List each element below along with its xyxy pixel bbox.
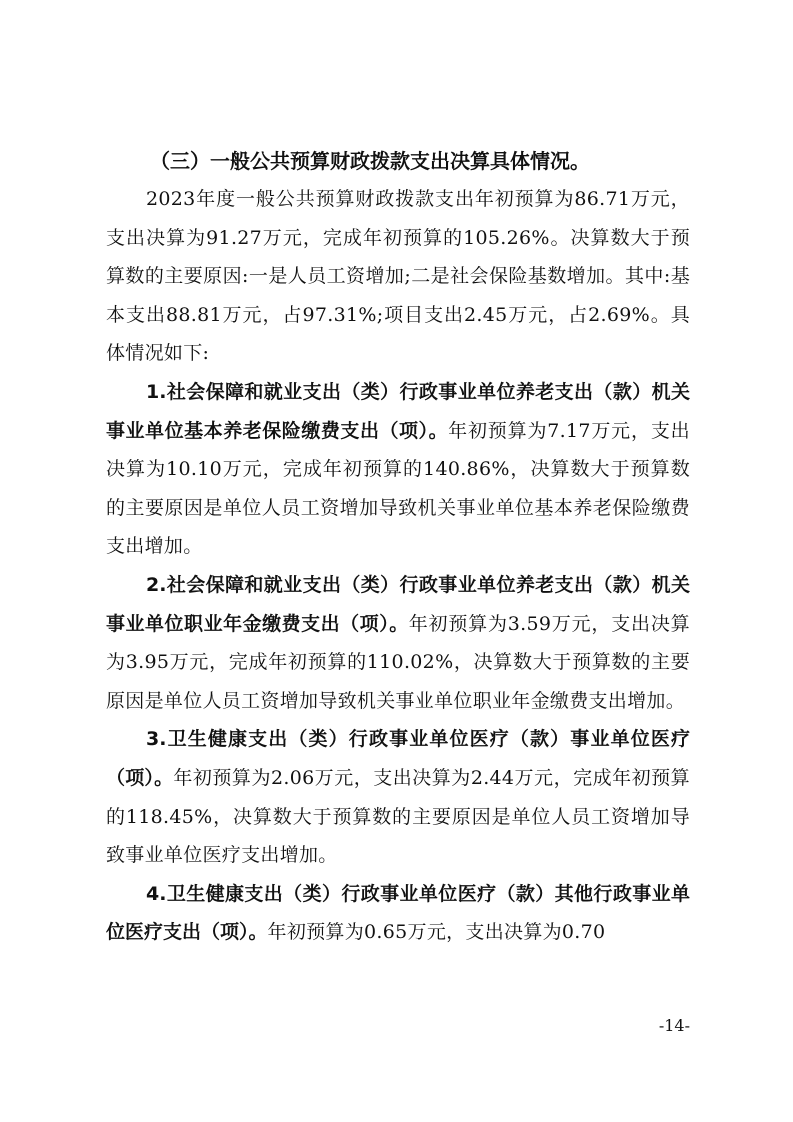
item-text-4: 年初预算为0.65万元，支出决算为0.70 [267, 921, 606, 944]
item-title-1: 1.社会保障和就业支出（类）行政事业单位养老支出（款）机关事业单位基本养老保险缴费支出（项）。 [106, 380, 690, 442]
item-title-4: 4.卫生健康支出（类）行政事业单位医疗（款）其他行政事业单位医疗支出（项）。 [106, 882, 690, 944]
item-paragraph-3 [106, 720, 690, 874]
section-heading: （三）一般公共预算财政拨款支出决算具体情况。 [150, 149, 590, 173]
item-title-3: 3.卫生健康支出（类）行政事业单位医疗（款）事业单位医疗（项）。 [106, 728, 690, 789]
page-number: -14- [658, 1016, 690, 1035]
item-text-3: 年初预算为2.06万元，支出决算为2.44万元，完成年初预算的118.45%，决算数大于预算数的主要原因是单位人员工资增加导致事业单位医疗支出增加。 [106, 766, 690, 867]
item-title-2: 2.社会保障和就业支出（类）行政事业单位养老支出（款）机关事业单位职业年金缴费支出（项）。 [106, 573, 690, 635]
item-paragraph-2 [106, 566, 690, 720]
summary-paragraph: 2023年度一般公共预算财政拨款支出年初预算为86.71万元，支出决算为91.27万元，完成年初预算的105.26%。决算数大于预算数的主要原因:一是人员工资增加;二是社会保险基数增加。其中:基本支出88.81万元，占97.31%;项目支出2.45万元，占2.69%。具体情况如下: [106, 188, 690, 365]
document-body [106, 142, 690, 952]
item-paragraph-1 [106, 373, 690, 566]
item-paragraph-4 [106, 875, 690, 952]
item-text-1: 年初预算为7.17万元，支出决算为10.10万元，完成年初预算的140.86%，决算数大于预算数的主要原因是单位人员工资增加导致机关事业单位基本养老保险缴费支出增加。 [106, 419, 690, 558]
item-text-2: 年初预算为3.59万元，支出决算为3.95万元，完成年初预算的110.02%，决算数大于预算数的主要原因是单位人员工资增加导致机关事业单位职业年金缴费支出增加。 [106, 612, 690, 712]
